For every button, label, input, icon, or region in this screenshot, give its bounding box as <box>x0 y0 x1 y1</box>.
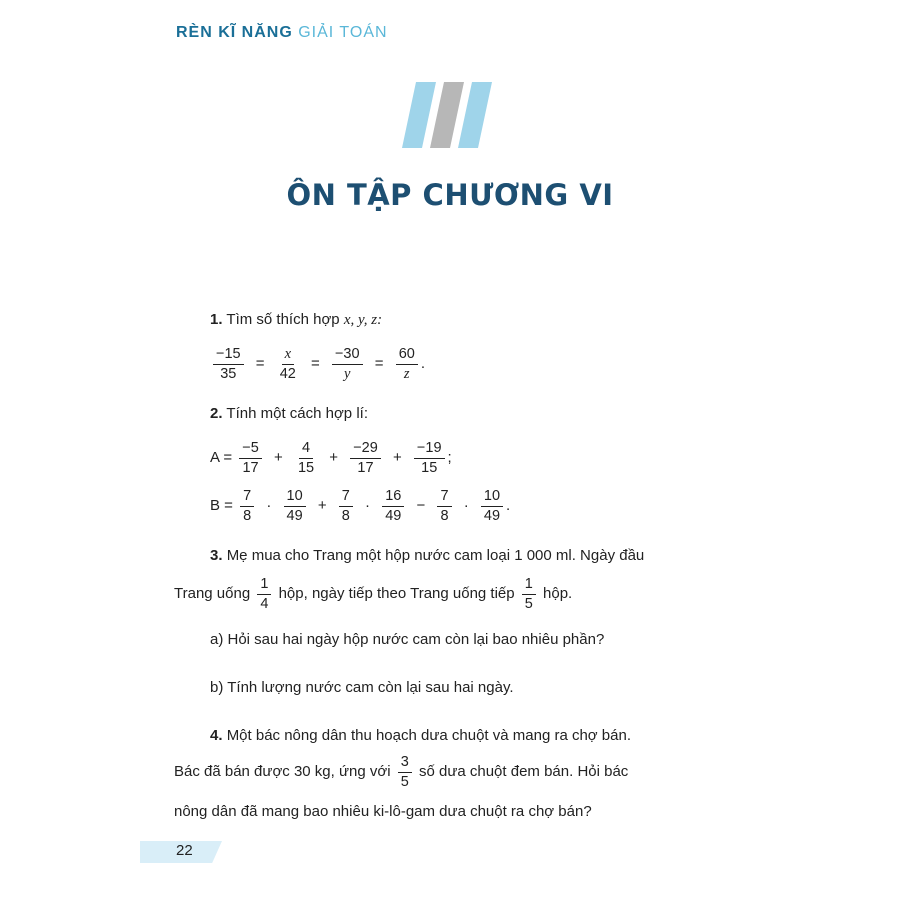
problem-4-line-2 <box>174 754 628 790</box>
problem-3-line-2 <box>174 576 572 612</box>
problem-4-number: 4. <box>210 727 223 744</box>
problem-2-number: 2. <box>210 405 223 422</box>
plus-sign: + <box>317 497 327 515</box>
fraction: $\frac{7}{8}$ <box>240 488 254 524</box>
problem-3-text: Trang uống <box>174 585 251 603</box>
fraction: $\frac{7}{8}$ <box>339 488 353 524</box>
multiply-dot: · <box>463 497 469 515</box>
plus-sign: + <box>392 449 402 467</box>
plus-sign: + <box>329 449 339 467</box>
fraction: $\frac{1}{4}$ <box>257 576 271 612</box>
period: . <box>420 355 425 373</box>
problem-4-text: Bác đã bán được 30 kg, ứng với <box>174 763 391 781</box>
expression-a <box>210 440 452 476</box>
problem-1-statement <box>210 310 382 331</box>
problem-1-equation <box>210 346 425 382</box>
header-bold-text: RÈN KĨ NĂNG <box>176 24 293 41</box>
problem-3-line-1 <box>210 546 644 566</box>
fraction: $\frac{3}{5}$ <box>398 754 412 790</box>
problem-4-text: số dưa chuột đem bán. Hỏi bác <box>418 763 629 781</box>
fraction: $\frac{1}{5}$ <box>522 576 536 612</box>
multiply-dot: · <box>365 497 371 515</box>
book-series-header <box>176 24 388 42</box>
plus-sign: + <box>274 449 283 467</box>
fraction: $\frac{x}{42}$ <box>279 346 296 382</box>
problem-3-part-a: a) Hỏi sau hai ngày hộp nước cam còn lại bao nhiêu phần? <box>210 631 605 648</box>
problem-3-text: hộp. <box>543 585 573 603</box>
fraction: $\frac{10}{49}$ <box>481 488 503 524</box>
fraction: $\frac{-19}{15}$ <box>414 440 445 476</box>
semicolon: ; <box>447 449 452 467</box>
fraction: $\frac{4}{15}$ <box>297 440 315 476</box>
chapter-title: ÔN TẬP CHƯƠNG VI <box>286 178 614 212</box>
period: . <box>506 497 511 515</box>
expression-b <box>210 488 510 524</box>
header-light-text: GIẢI TOÁN <box>298 24 388 41</box>
fraction: $\frac{16}{49}$ <box>382 488 404 524</box>
problem-2-statement <box>210 404 368 424</box>
problem-1-vars: x, y, z: <box>343 312 383 328</box>
problem-3-text: hộp, ngày tiếp theo Trang uống tiếp <box>278 585 515 603</box>
equals-sign: = <box>374 355 384 373</box>
problem-3-text: Mẹ mua cho Trang một hộp nước cam loại 1 000 ml. Ngày đầu <box>226 547 645 564</box>
minus-sign: − <box>416 497 426 515</box>
multiply-dot: · <box>266 497 272 515</box>
problem-4-line-1 <box>210 726 631 746</box>
fraction: $\frac{-15}{35}$ <box>213 346 244 382</box>
fraction: $\frac{-29}{17}$ <box>350 440 381 476</box>
equals-sign: = <box>255 355 265 373</box>
equals-sign: = <box>311 355 320 373</box>
expression-b-label: B = <box>210 497 233 515</box>
problem-3-part-b: b) Tính lượng nước cam còn lại sau hai ngày. <box>210 679 514 696</box>
fraction: $\frac{-5}{17}$ <box>239 440 262 476</box>
problem-4-line-3: nông dân đã mang bao nhiêu ki-lô-gam dưa chuột ra chợ bán? <box>174 803 592 820</box>
problem-1-text: Tìm số thích hợp <box>226 311 340 328</box>
page-number: 22 <box>176 842 193 859</box>
problem-1-number: 1. <box>210 311 223 328</box>
fraction: $\frac{7}{8}$ <box>437 488 451 524</box>
expression-a-label: A = <box>210 449 233 467</box>
fraction: $\frac{-30}{y}$ <box>332 346 363 382</box>
problem-2-text: Tính một cách hợp lí: <box>226 405 368 422</box>
problem-4-text: Một bác nông dân thu hoạch dưa chuột và mang ra chợ bán. <box>226 727 631 744</box>
fraction: $\frac{10}{49}$ <box>284 488 306 524</box>
problem-3-number: 3. <box>210 547 223 564</box>
fraction: $\frac{60}{z}$ <box>396 346 418 382</box>
three-slanted-bars-icon <box>402 82 492 148</box>
